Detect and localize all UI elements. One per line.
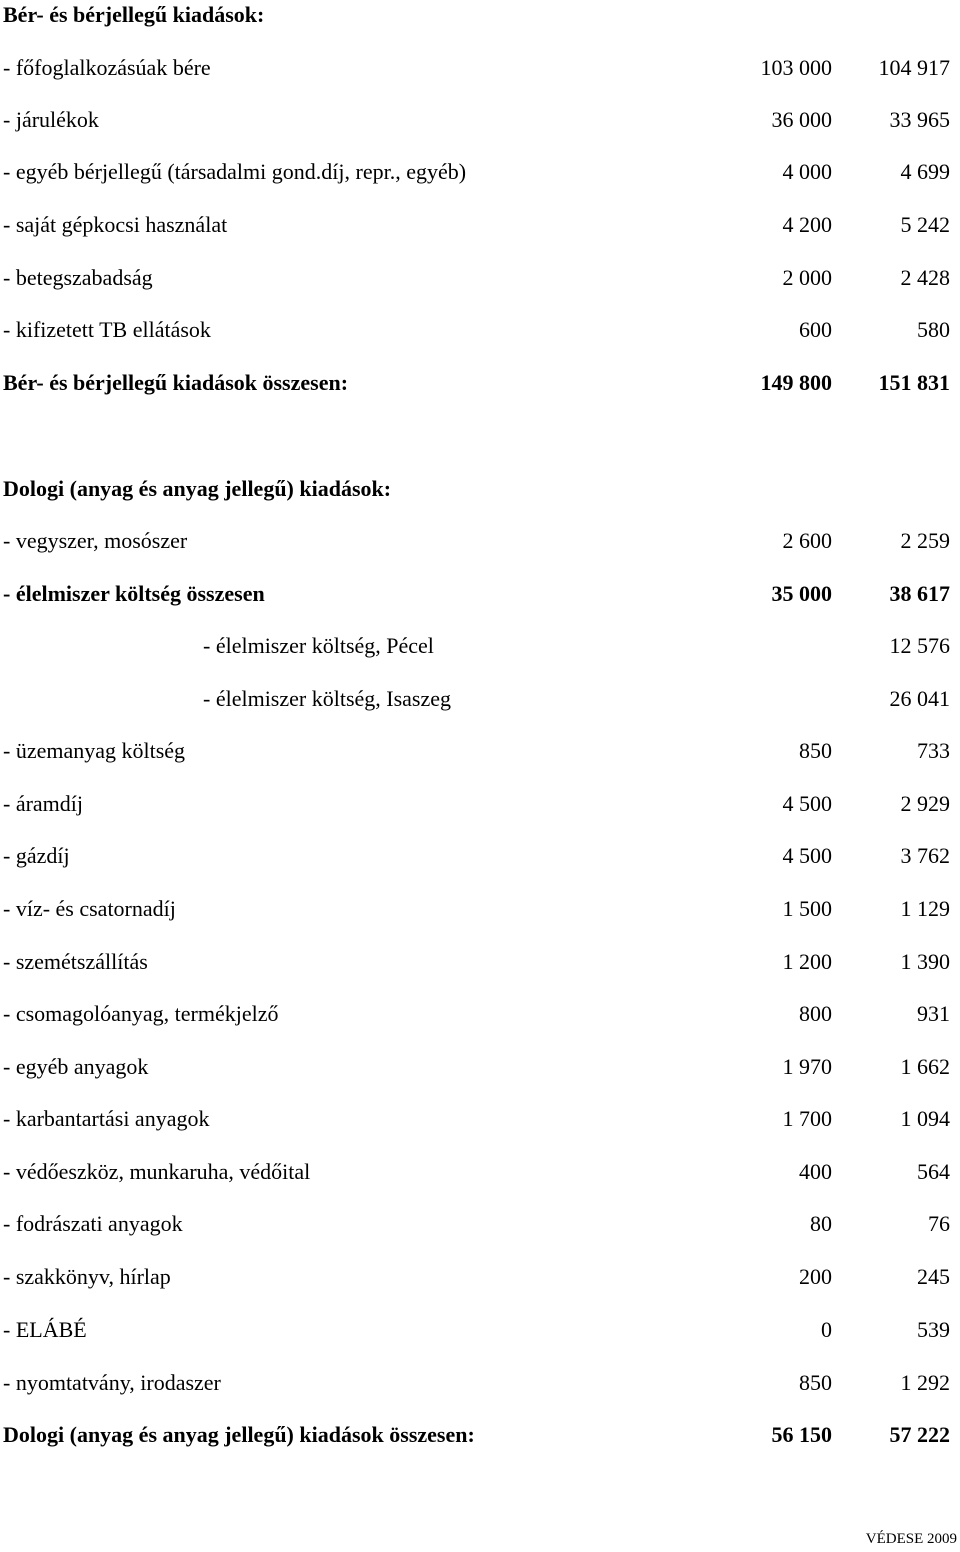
- table-row: [0, 1315, 960, 1345]
- value-plan: 1 700: [782, 1106, 832, 1131]
- value-actual: 2 929: [900, 791, 950, 816]
- value-actual: 245: [917, 1264, 950, 1289]
- value-plan: 850: [799, 1370, 832, 1395]
- row-label: - áramdíj: [3, 791, 84, 816]
- value-actual: 1 292: [900, 1370, 950, 1395]
- total-row-material: [0, 1420, 960, 1450]
- row-label: - betegszabadság: [3, 265, 153, 290]
- heading-text: Bér- és bérjellegű kiadások:: [3, 2, 265, 27]
- row-label: - egyéb anyagok: [3, 1054, 149, 1079]
- value-actual: 1 129: [900, 896, 950, 921]
- row-label: - kifizetett TB ellátások: [3, 317, 211, 342]
- value-actual: 1 094: [900, 1106, 950, 1131]
- value-plan: 4 000: [782, 159, 832, 184]
- value-actual: 2 259: [900, 528, 950, 553]
- row-label: - védőeszköz, munkaruha, védőital: [3, 1159, 311, 1184]
- value-plan: 1 970: [782, 1054, 832, 1079]
- value-actual: 2 428: [900, 265, 950, 290]
- value-plan: 600: [799, 317, 832, 342]
- value-plan: 0: [821, 1317, 832, 1342]
- table-row: [0, 53, 960, 83]
- value-plan: 4 500: [782, 791, 832, 816]
- value-plan: 4 500: [782, 843, 832, 868]
- value-actual: 1 662: [900, 1054, 950, 1079]
- value-plan: 1 500: [782, 896, 832, 921]
- table-row: [0, 263, 960, 293]
- value-plan: 4 200: [782, 212, 832, 237]
- row-label: - nyomtatvány, irodaszer: [3, 1370, 221, 1395]
- row-label: - élelmiszer költség összesen: [3, 581, 265, 606]
- row-label: - főfoglalkozásúak bére: [3, 55, 211, 80]
- row-label: - víz- és csatornadíj: [3, 896, 176, 921]
- table-row-sub: [0, 631, 960, 661]
- row-label: - szemétszállítás: [3, 949, 148, 974]
- total-plan: 56 150: [771, 1422, 832, 1447]
- table-row: [0, 157, 960, 187]
- table-row: [0, 1052, 960, 1082]
- value-plan: 2 600: [782, 528, 832, 553]
- total-actual: 57 222: [889, 1422, 950, 1447]
- value-actual: 3 762: [900, 843, 950, 868]
- total-label: Dologi (anyag és anyag jellegű) kiadások összesen:: [3, 1422, 475, 1447]
- row-label: - ELÁBÉ: [3, 1317, 87, 1342]
- value-plan: 36 000: [771, 107, 832, 132]
- row-label: - élelmiszer költség, Isaszeg: [203, 686, 452, 711]
- table-row: [0, 736, 960, 766]
- value-actual: 5 242: [900, 212, 950, 237]
- row-label: - üzemanyag költség: [3, 738, 186, 763]
- value-plan: 103 000: [760, 55, 832, 80]
- table-row-sub: [0, 684, 960, 714]
- value-actual: 33 965: [889, 107, 950, 132]
- row-label: - fodrászati anyagok: [3, 1211, 183, 1236]
- table-row: [0, 999, 960, 1029]
- table-row: [0, 1368, 960, 1398]
- row-label: - szakkönyv, hírlap: [3, 1264, 171, 1289]
- table-row: [0, 894, 960, 924]
- table-row: [0, 947, 960, 977]
- table-row: [0, 789, 960, 819]
- value-plan: 35 000: [771, 581, 832, 606]
- value-plan: 2 000: [782, 265, 832, 290]
- table-row: [0, 1209, 960, 1239]
- row-label: - csomagolóanyag, termékjelző: [3, 1001, 279, 1026]
- value-plan: 200: [799, 1264, 832, 1289]
- row-label: - saját gépkocsi használat: [3, 212, 228, 237]
- value-actual: 26 041: [889, 686, 950, 711]
- total-actual: 151 831: [878, 370, 950, 395]
- section-heading-wages: [0, 0, 960, 30]
- value-actual: 733: [917, 738, 950, 763]
- value-actual: 931: [917, 1001, 950, 1026]
- value-actual: 76: [928, 1211, 950, 1236]
- row-label: - gázdíj: [3, 843, 70, 868]
- section-heading-material: [0, 474, 960, 504]
- table-row: [0, 1104, 960, 1134]
- table-row: [0, 526, 960, 556]
- total-row-wages: [0, 368, 960, 398]
- page-footer: VÉDESE 2009: [865, 1531, 957, 1547]
- total-plan: 149 800: [760, 370, 832, 395]
- value-plan: 800: [799, 1001, 832, 1026]
- total-label: Bér- és bérjellegű kiadások összesen:: [3, 370, 349, 395]
- value-plan: 400: [799, 1159, 832, 1184]
- table-row: [0, 1157, 960, 1187]
- row-label: - élelmiszer költség, Pécel: [203, 633, 434, 658]
- table-row: [0, 210, 960, 240]
- heading-text: Dologi (anyag és anyag jellegű) kiadások:: [3, 476, 392, 501]
- value-actual: 580: [917, 317, 950, 342]
- value-plan: 1 200: [782, 949, 832, 974]
- value-actual: 38 617: [889, 581, 950, 606]
- table-row: [0, 1262, 960, 1292]
- value-actual: 1 390: [900, 949, 950, 974]
- value-actual: 12 576: [889, 633, 950, 658]
- value-plan: 80: [810, 1211, 832, 1236]
- value-actual: 539: [917, 1317, 950, 1342]
- table-row: [0, 315, 960, 345]
- value-actual: 4 699: [900, 159, 950, 184]
- row-label: - karbantartási anyagok: [3, 1106, 210, 1131]
- table-row: [0, 841, 960, 871]
- value-actual: 104 917: [878, 55, 950, 80]
- value-plan: 850: [799, 738, 832, 763]
- value-actual: 564: [917, 1159, 950, 1184]
- row-label: - egyéb bérjellegű (társadalmi gond.díj, repr., egyéb): [3, 159, 467, 184]
- table-row: [0, 105, 960, 135]
- table-row: [0, 579, 960, 609]
- row-label: - vegyszer, mosószer: [3, 528, 188, 553]
- row-label: - járulékok: [3, 107, 99, 132]
